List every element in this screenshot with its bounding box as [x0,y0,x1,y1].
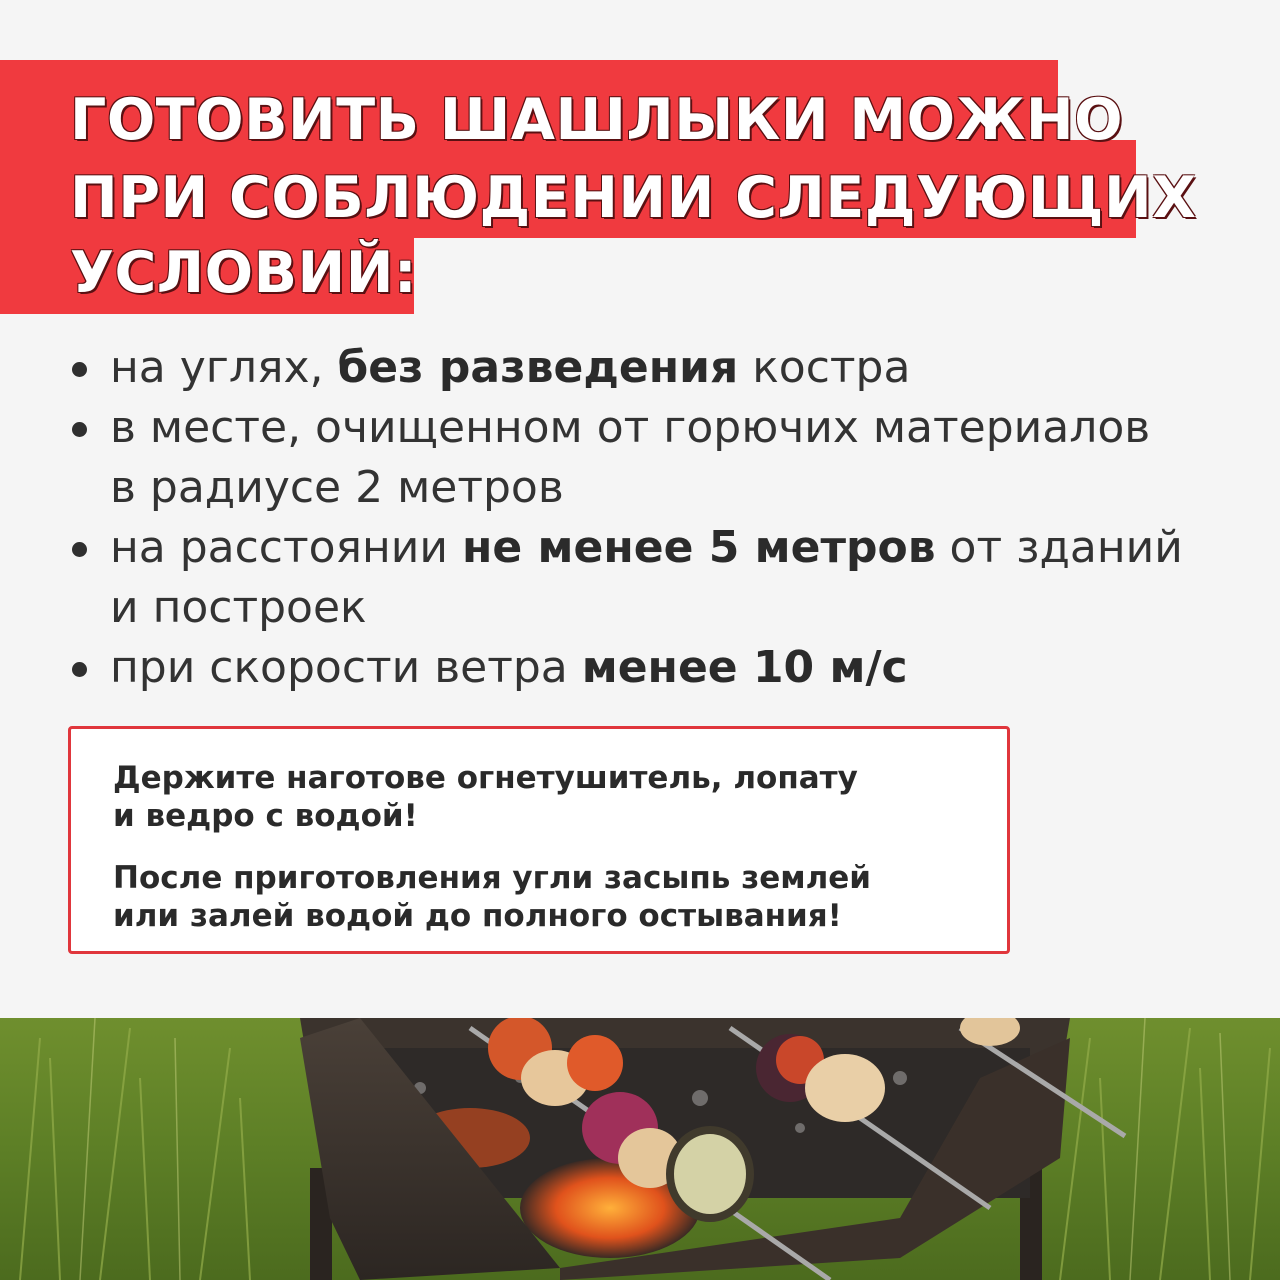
notice-paragraph-1 [113,759,993,835]
notice-paragraph-2 [113,859,993,935]
condition-item [70,338,1260,398]
bullet-icon [72,662,87,677]
bullet-icon [72,542,87,557]
bullet-icon [72,362,87,377]
condition-text: в месте, очищенном от горючих материалов [110,402,1151,453]
title-line-2: ПРИ СОБЛЮДЕНИИ СЛЕДУЮЩИХ [70,165,1197,231]
title-line-1: ГОТОВИТЬ ШАШЛЫКИ МОЖНО [70,87,1124,153]
condition-text: на расстоянии [110,522,462,573]
condition-text: от зданий [935,522,1183,573]
condition-emphasis: без разведения [337,342,739,393]
notice-text: Держите наготове огнетушитель, лопату [113,760,858,796]
barbecue-grill-photo [0,1018,1280,1280]
condition-text: и построек [110,582,367,633]
bullet-icon [72,422,87,437]
condition-text: в радиусе 2 метров [110,462,564,513]
condition-emphasis: не менее 5 метров [461,522,936,573]
conditions-list [70,338,1260,698]
condition-item [70,398,1260,518]
title-line-3: УСЛОВИЙ: [70,240,418,306]
condition-text: на углях, [110,342,338,393]
condition-text: костра [738,342,911,393]
condition-text: при скорости ветра [110,642,582,693]
notice-text: или залей водой до полного остывания! [113,898,842,934]
safety-notice-box [68,726,1010,954]
condition-emphasis: менее 10 м/с [581,642,908,693]
notice-text: и ведро с водой! [113,798,418,834]
grill-illustration [0,1018,1280,1280]
condition-item [70,518,1260,638]
condition-item [70,638,1260,698]
notice-text: После приготовления угли засыпь землей [113,860,872,896]
